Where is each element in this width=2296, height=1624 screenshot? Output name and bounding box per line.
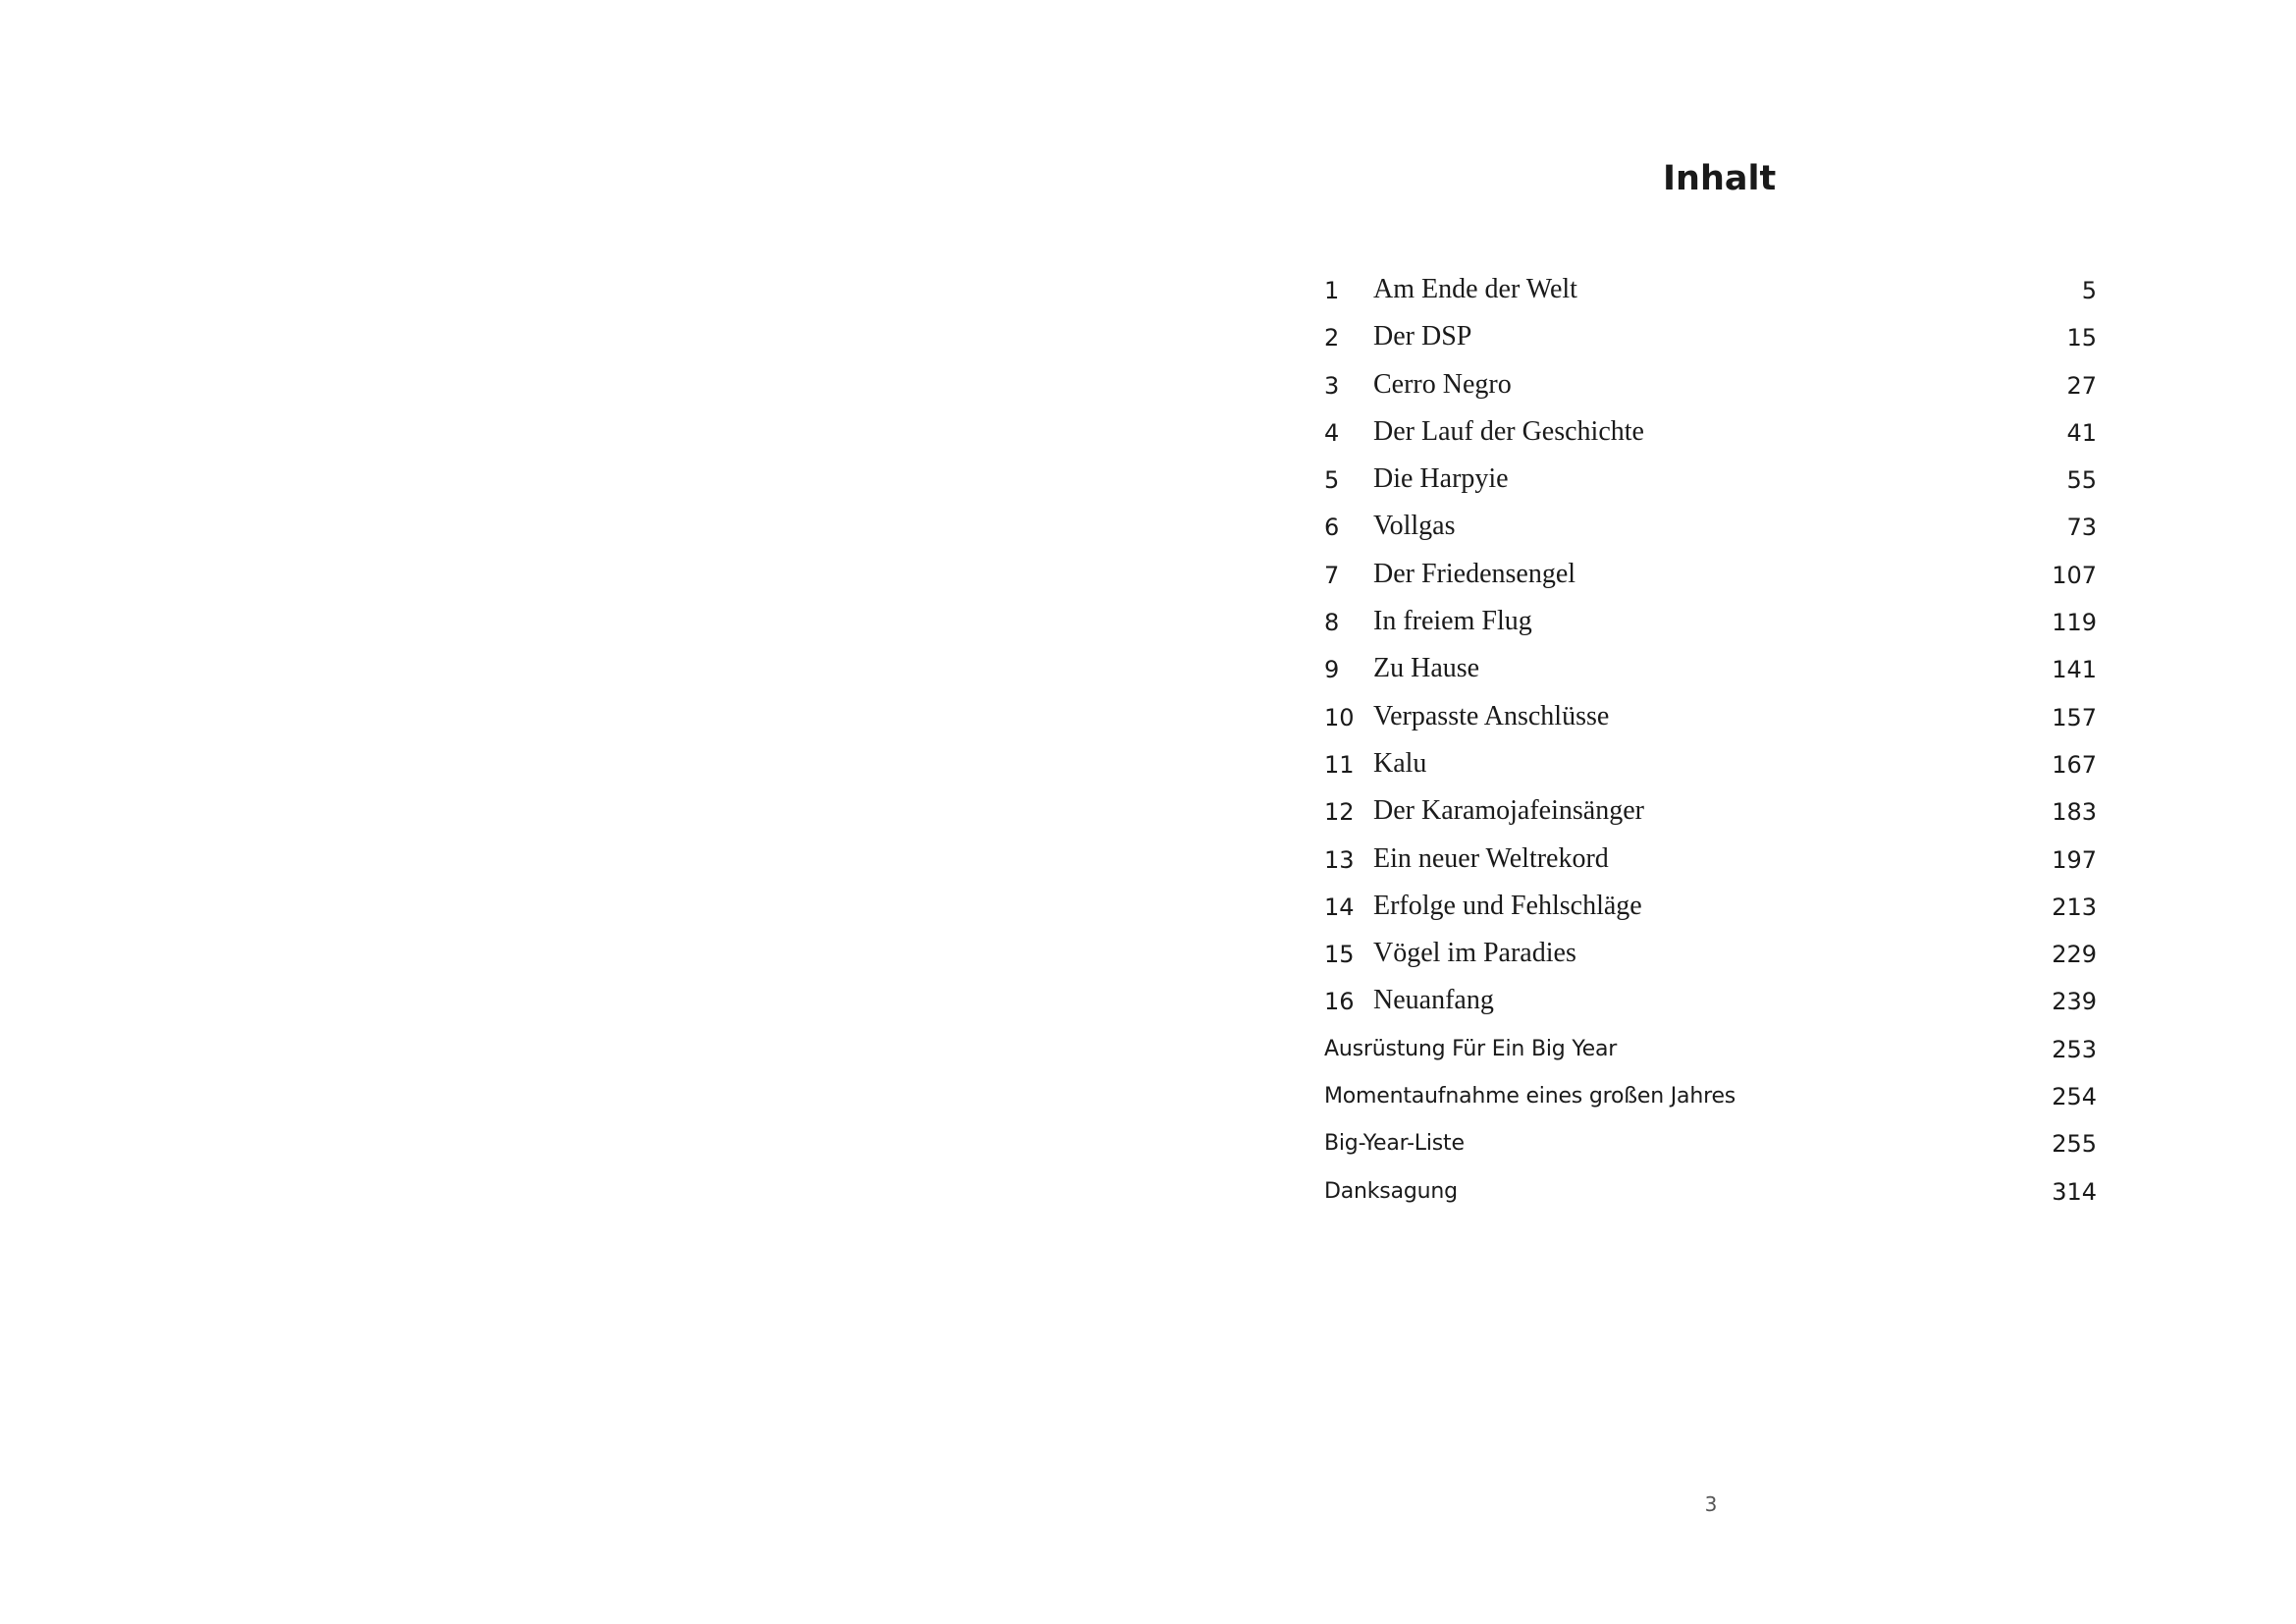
page-number: 314: [2052, 1177, 2097, 1206]
page-number: 157: [2052, 703, 2097, 731]
chapter-title: Erfolge und Fehlschläge: [1373, 890, 1642, 921]
page-number: 255: [2052, 1130, 2097, 1159]
chapter-title: Cerro Negro: [1373, 368, 1512, 400]
page-number: 253: [2052, 1035, 2097, 1063]
chapter-number: 10: [1324, 703, 1355, 731]
chapter-number: 6: [1324, 514, 1340, 542]
toc-extra-row: [1324, 1168, 2097, 1216]
toc-chapter-row: [1324, 694, 2097, 741]
chapter-number: 5: [1324, 466, 1340, 495]
chapter-number: 1: [1324, 277, 1340, 304]
chapter-number: 4: [1324, 418, 1340, 447]
chapter-number: 9: [1324, 656, 1340, 684]
toc-chapter-row: [1324, 837, 2097, 884]
chapter-title: Am Ende der Welt: [1373, 274, 1577, 304]
toc-chapter-row: [1324, 884, 2097, 931]
toc-chapter-row: [1324, 599, 2097, 646]
chapter-title: Der Lauf der Geschichte: [1373, 415, 1644, 447]
chapter-title: Der Karamojafeinsänger: [1373, 795, 1644, 827]
chapter-title: Verpasste Anschlüsse: [1373, 700, 1610, 731]
section-title: Momentaufnahme eines großen Jahres: [1324, 1084, 1736, 1110]
chapter-title: Zu Hause: [1373, 653, 1480, 684]
page-number: 141: [2052, 656, 2097, 684]
page-number: 27: [2066, 371, 2097, 400]
chapter-number: 16: [1324, 988, 1355, 1016]
toc-chapter-row: [1324, 788, 2097, 836]
page-number: 197: [2052, 845, 2097, 874]
chapter-title: Die Harpyie: [1373, 463, 1509, 495]
chapter-number: 3: [1324, 371, 1340, 400]
chapter-title: Vollgas: [1373, 511, 1456, 542]
chapter-number: 13: [1324, 845, 1355, 874]
toc-chapter-row: [1324, 457, 2097, 504]
toc-chapter-row: [1324, 552, 2097, 599]
page-number: 41: [2066, 418, 2097, 447]
chapter-title: Neuanfang: [1373, 985, 1494, 1016]
section-title: Big-Year-Liste: [1324, 1131, 1465, 1157]
chapter-title: Kalu: [1373, 747, 1427, 779]
page-number: 119: [2052, 609, 2097, 637]
page-number: 213: [2052, 893, 2097, 921]
toc-chapter-row: [1324, 362, 2097, 409]
toc-chapter-row: [1324, 267, 2097, 314]
chapter-number: 2: [1324, 324, 1340, 352]
toc-chapter-row: [1324, 504, 2097, 551]
toc-chapter-row: [1324, 409, 2097, 457]
chapter-number: 14: [1324, 893, 1355, 921]
page-number: 254: [2052, 1083, 2097, 1111]
chapter-title: In freiem Flug: [1373, 606, 1532, 637]
page-number: 5: [2081, 277, 2097, 304]
chapter-number: 7: [1324, 561, 1340, 589]
chapter-title: Der DSP: [1373, 321, 1472, 352]
chapter-title: Ein neuer Weltrekord: [1373, 842, 1609, 874]
chapter-title: Der Friedensengel: [1373, 558, 1576, 589]
toc-chapter-row: [1324, 978, 2097, 1025]
page-number: 229: [2052, 941, 2097, 969]
toc-extra-row: [1324, 1026, 2097, 1073]
toc-extra-row: [1324, 1120, 2097, 1167]
section-title: Danksagung: [1324, 1178, 1458, 1204]
chapter-number: 15: [1324, 941, 1355, 969]
folio-page-number: 3: [1704, 1492, 1718, 1516]
toc-chapter-row: [1324, 741, 2097, 788]
page-title: Inhalt: [1663, 159, 1777, 198]
chapter-title: Vögel im Paradies: [1373, 938, 1576, 969]
page-number: 55: [2066, 466, 2097, 495]
toc-chapter-row: [1324, 314, 2097, 361]
chapter-number: 8: [1324, 609, 1340, 637]
toc-chapter-row: [1324, 646, 2097, 693]
chapter-number: 11: [1324, 750, 1355, 779]
page-number: 107: [2052, 561, 2097, 589]
page-number: 167: [2052, 750, 2097, 779]
toc-chapter-row: [1324, 931, 2097, 978]
page-number: 15: [2066, 324, 2097, 352]
table-of-contents: [1324, 267, 2097, 1216]
page-number: 73: [2066, 514, 2097, 542]
section-title: Ausrüstung Für Ein Big Year: [1324, 1036, 1618, 1061]
page-number: 183: [2052, 798, 2097, 827]
toc-extra-row: [1324, 1073, 2097, 1120]
chapter-number: 12: [1324, 798, 1355, 827]
page-number: 239: [2052, 988, 2097, 1016]
